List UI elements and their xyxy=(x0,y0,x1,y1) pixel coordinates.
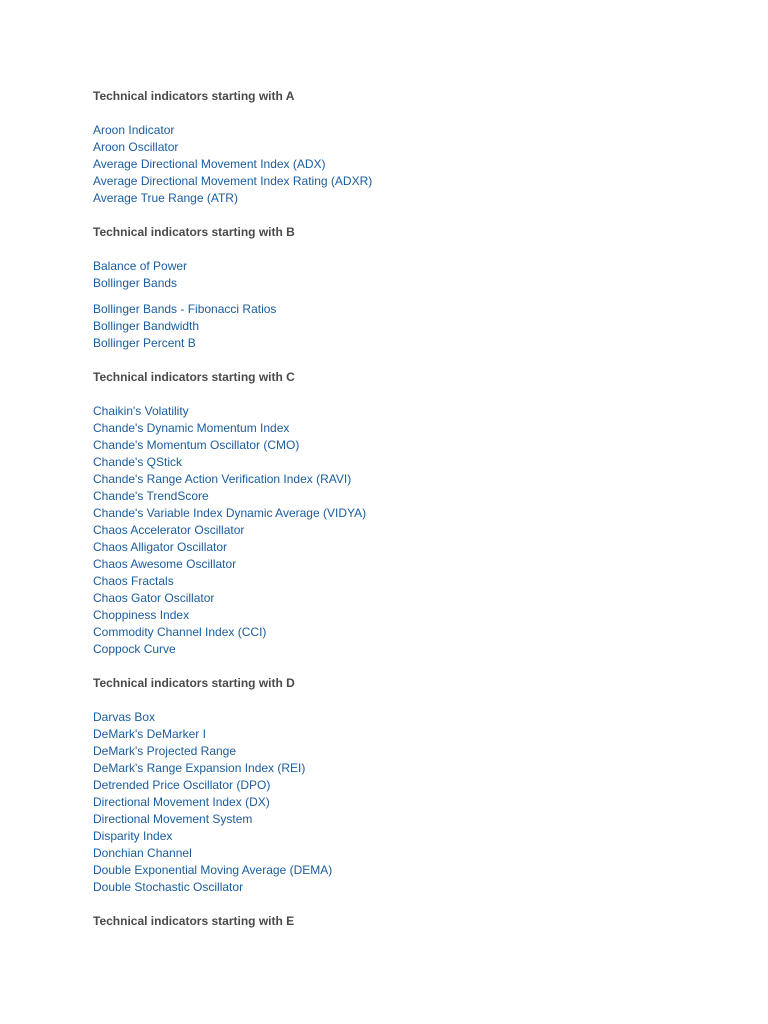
link-list-a xyxy=(93,122,693,207)
indicator-link[interactable]: Average True Range (ATR) xyxy=(93,191,238,205)
indicator-link[interactable]: Chande's Momentum Oscillator (CMO) xyxy=(93,438,300,452)
section-c xyxy=(93,369,693,658)
indicator-link[interactable]: Aroon Oscillator xyxy=(93,140,179,154)
indicator-link[interactable]: Chaos Alligator Oscillator xyxy=(93,540,228,554)
indicator-link[interactable]: Disparity Index xyxy=(93,829,173,843)
indicator-link[interactable]: Choppiness Index xyxy=(93,608,190,622)
indicator-link[interactable]: Commodity Channel Index (CCI) xyxy=(93,625,267,639)
link-list-b-2 xyxy=(93,301,693,352)
section-heading-b: Technical indicators starting with B xyxy=(93,225,295,239)
indicator-index xyxy=(93,88,693,947)
indicator-link[interactable]: Balance of Power xyxy=(93,259,188,273)
indicator-link[interactable]: Bollinger Bandwidth xyxy=(93,319,200,333)
indicator-link[interactable]: Chande's Dynamic Momentum Index xyxy=(93,421,290,435)
section-d xyxy=(93,675,693,896)
indicator-link[interactable]: Directional Movement Index (DX) xyxy=(93,795,270,809)
indicator-link[interactable]: Chande's Variable Index Dynamic Average (VIDYA) xyxy=(93,506,367,520)
indicator-link[interactable]: Chande's QStick xyxy=(93,455,182,469)
indicator-link[interactable]: Bollinger Bands - Fibonacci Ratios xyxy=(93,302,277,316)
indicator-link[interactable]: Aroon Indicator xyxy=(93,123,175,137)
indicator-link[interactable]: Average Directional Movement Index (ADX) xyxy=(93,157,326,171)
indicator-link[interactable]: Directional Movement System xyxy=(93,812,253,826)
section-heading-c: Technical indicators starting with C xyxy=(93,370,295,384)
link-list-c xyxy=(93,403,693,658)
section-heading-e: Technical indicators starting with E xyxy=(93,914,295,928)
indicator-link[interactable]: Chaos Gator Oscillator xyxy=(93,591,215,605)
indicator-link[interactable]: Chaos Fractals xyxy=(93,574,174,588)
indicator-link[interactable]: Detrended Price Oscillator (DPO) xyxy=(93,778,271,792)
indicator-link[interactable]: Chaos Awesome Oscillator xyxy=(93,557,237,571)
indicator-link[interactable]: Donchian Channel xyxy=(93,846,192,860)
section-e xyxy=(93,913,693,930)
indicator-link[interactable]: Bollinger Bands xyxy=(93,276,178,290)
indicator-link[interactable]: Double Stochastic Oscillator xyxy=(93,880,244,894)
indicator-link[interactable]: Chande's Range Action Verification Index (RAVI) xyxy=(93,472,352,486)
link-list-d xyxy=(93,709,693,896)
indicator-link[interactable]: DeMark's Projected Range xyxy=(93,744,237,758)
indicator-link[interactable]: DeMark's DeMarker I xyxy=(93,727,206,741)
indicator-link[interactable]: Double Exponential Moving Average (DEMA) xyxy=(93,863,333,877)
indicator-link[interactable]: Bollinger Percent B xyxy=(93,336,196,350)
indicator-link[interactable]: Average Directional Movement Index Rating (ADXR) xyxy=(93,174,373,188)
indicator-link[interactable]: DeMark's Range Expansion Index (REI) xyxy=(93,761,306,775)
section-b xyxy=(93,224,693,352)
indicator-link[interactable]: Darvas Box xyxy=(93,710,156,724)
indicator-link[interactable]: Chaikin's Volatility xyxy=(93,404,189,418)
indicator-link[interactable]: Chaos Accelerator Oscillator xyxy=(93,523,245,537)
section-heading-a: Technical indicators starting with A xyxy=(93,89,295,103)
section-a xyxy=(93,88,693,207)
indicator-link[interactable]: Chande's TrendScore xyxy=(93,489,209,503)
section-heading-d: Technical indicators starting with D xyxy=(93,676,295,690)
indicator-link[interactable]: Coppock Curve xyxy=(93,642,176,656)
link-list-b-1 xyxy=(93,258,693,292)
